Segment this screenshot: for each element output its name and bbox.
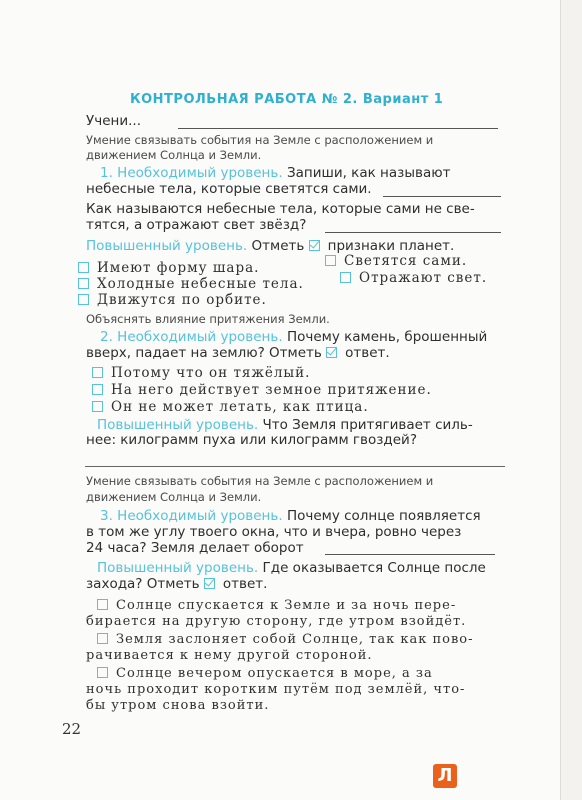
checkbox-icon[interactable] bbox=[97, 633, 108, 644]
skill-1-line1: Умение связывать события на Земле с расположением и bbox=[86, 133, 434, 147]
task2-adv-line2: нее: килограмм пуха или килограмм гвоздей? bbox=[86, 432, 418, 448]
checkmark-example-icon bbox=[309, 240, 320, 251]
checkbox-icon[interactable] bbox=[325, 255, 336, 266]
option-label: Солнце спускается к Земле и за ночь пере- bbox=[116, 598, 457, 613]
checkbox-icon[interactable] bbox=[340, 272, 351, 283]
task3-option-3-line2: ночь проходит коротким путём под землёй, что- bbox=[86, 682, 466, 697]
task3-q-line2: в том же углу твоего окна, что и вчера, ровно через bbox=[86, 524, 462, 540]
task1-level-label: 1. Необходимый уровень. bbox=[100, 165, 283, 181]
page-title: КОНТРОЛЬНАЯ РАБОТА № 2. Вариант 1 bbox=[130, 92, 444, 107]
task2-q-line2a: вверх, падает на землю? Отметь bbox=[86, 345, 322, 361]
task1-adv-prompt-b: признаки планет. bbox=[327, 238, 455, 254]
task1-answer-line-1[interactable] bbox=[383, 196, 501, 197]
task2-level-label: 2. Необходимый уровень. bbox=[100, 329, 283, 345]
task2-adv-line1: Что Земля притягивает силь- bbox=[262, 417, 473, 433]
task3-option-1[interactable] bbox=[97, 598, 456, 613]
task3-option-1-line2: бирается на другую сторону, где утром взойдёт. bbox=[86, 614, 467, 629]
task2-option-1[interactable] bbox=[92, 365, 310, 381]
page-number: 22 bbox=[62, 720, 82, 738]
task3-option-2-line2: рачивается к нему другой стороной. bbox=[86, 648, 373, 663]
student-label: Учени... bbox=[86, 113, 141, 129]
checkbox-icon[interactable] bbox=[78, 278, 89, 289]
task3-option-3[interactable] bbox=[97, 666, 433, 681]
task3-advanced bbox=[97, 560, 486, 576]
task3-adv-line1: Где оказывается Солнце после bbox=[262, 560, 486, 576]
task3-adv-line2b: ответ. bbox=[222, 576, 268, 592]
task1-question-1 bbox=[100, 165, 450, 181]
option-label: Имеют форму шара. bbox=[97, 260, 260, 276]
checkbox-icon[interactable] bbox=[92, 384, 103, 395]
option-label: Холодные небесные тела. bbox=[97, 276, 304, 292]
skill-3-line1: Умение связывать события на Земле с расположением и bbox=[86, 474, 434, 488]
task1-q2-line2: тятся, а отражают свет звёзд? bbox=[86, 217, 307, 233]
option-label: Отражают свет. bbox=[359, 270, 488, 286]
task3-adv-label: Повышенный уровень. bbox=[97, 560, 259, 576]
option-label: Движутся по орбите. bbox=[97, 292, 267, 308]
task3-question bbox=[100, 508, 481, 524]
task1-option-1[interactable] bbox=[78, 260, 259, 276]
task2-q-line2 bbox=[86, 345, 390, 361]
task1-answer-line-2[interactable] bbox=[325, 232, 501, 233]
task2-answer-line[interactable] bbox=[85, 466, 505, 467]
skill-3-line2: движением Солнца и Земли. bbox=[86, 490, 262, 504]
task1-option-2[interactable] bbox=[325, 253, 467, 269]
task2-advanced bbox=[97, 417, 473, 433]
task3-answer-line[interactable] bbox=[325, 554, 495, 555]
task2-adv-label: Повышенный уровень. bbox=[97, 417, 259, 433]
task3-option-2[interactable] bbox=[97, 632, 474, 647]
task3-q-line3: 24 часа? Земля делает оборот bbox=[86, 540, 304, 556]
task1-option-3[interactable] bbox=[78, 276, 304, 292]
task1-option-5[interactable] bbox=[78, 292, 267, 308]
task1-advanced-prompt bbox=[86, 238, 454, 254]
task2-q-line2b: ответ. bbox=[345, 345, 390, 361]
checkbox-icon[interactable] bbox=[92, 367, 103, 378]
checkbox-icon[interactable] bbox=[78, 262, 89, 273]
option-label: Солнце вечером опускается в море, а за bbox=[116, 666, 433, 681]
checkbox-icon[interactable] bbox=[78, 294, 89, 305]
task3-q-line1: Почему солнце появляется bbox=[286, 508, 481, 524]
option-label: Он не может летать, как птица. bbox=[111, 399, 369, 415]
skill-2: Объяснять влияние притяжения Земли. bbox=[86, 312, 330, 326]
checkbox-icon[interactable] bbox=[97, 667, 108, 678]
task1-option-4[interactable] bbox=[340, 270, 487, 286]
student-name-line[interactable] bbox=[178, 128, 498, 129]
checkmark-example-icon bbox=[326, 347, 337, 358]
checkmark-example-icon bbox=[204, 578, 215, 589]
task1-q1-line2: небесные тела, которые светятся сами. bbox=[86, 181, 372, 197]
option-label: На него действует земное притяжение. bbox=[111, 382, 432, 398]
option-label: Земля заслоняет собой Солнце, так как пово- bbox=[116, 632, 474, 647]
task3-adv-line2a: захода? Отметь bbox=[86, 576, 200, 592]
task3-option-3-line3: бы утром снова взойти. bbox=[86, 698, 270, 713]
task1-adv-label: Повышенный уровень. bbox=[86, 238, 248, 254]
option-label: Потому что он тяжёлый. bbox=[111, 365, 311, 381]
task1-q1-line1: Запиши, как называют bbox=[286, 165, 451, 181]
task2-option-3[interactable] bbox=[92, 399, 369, 415]
task2-question bbox=[100, 329, 487, 345]
task2-option-2[interactable] bbox=[92, 382, 432, 398]
task1-q2-line1: Как называются небесные тела, которые сами не све- bbox=[86, 201, 475, 217]
skill-1-line2: движением Солнца и Земли. bbox=[86, 148, 262, 162]
labirint-logo-icon: Л bbox=[433, 764, 457, 788]
task2-q-line1: Почему камень, брошенный bbox=[286, 329, 488, 345]
task3-level-label: 3. Необходимый уровень. bbox=[100, 508, 283, 524]
option-label: Светятся сами. bbox=[344, 253, 468, 269]
task3-adv-line2 bbox=[86, 576, 267, 592]
checkbox-icon[interactable] bbox=[97, 599, 108, 610]
checkbox-icon[interactable] bbox=[92, 401, 103, 412]
task1-adv-prompt-a: Отметь bbox=[251, 238, 305, 254]
